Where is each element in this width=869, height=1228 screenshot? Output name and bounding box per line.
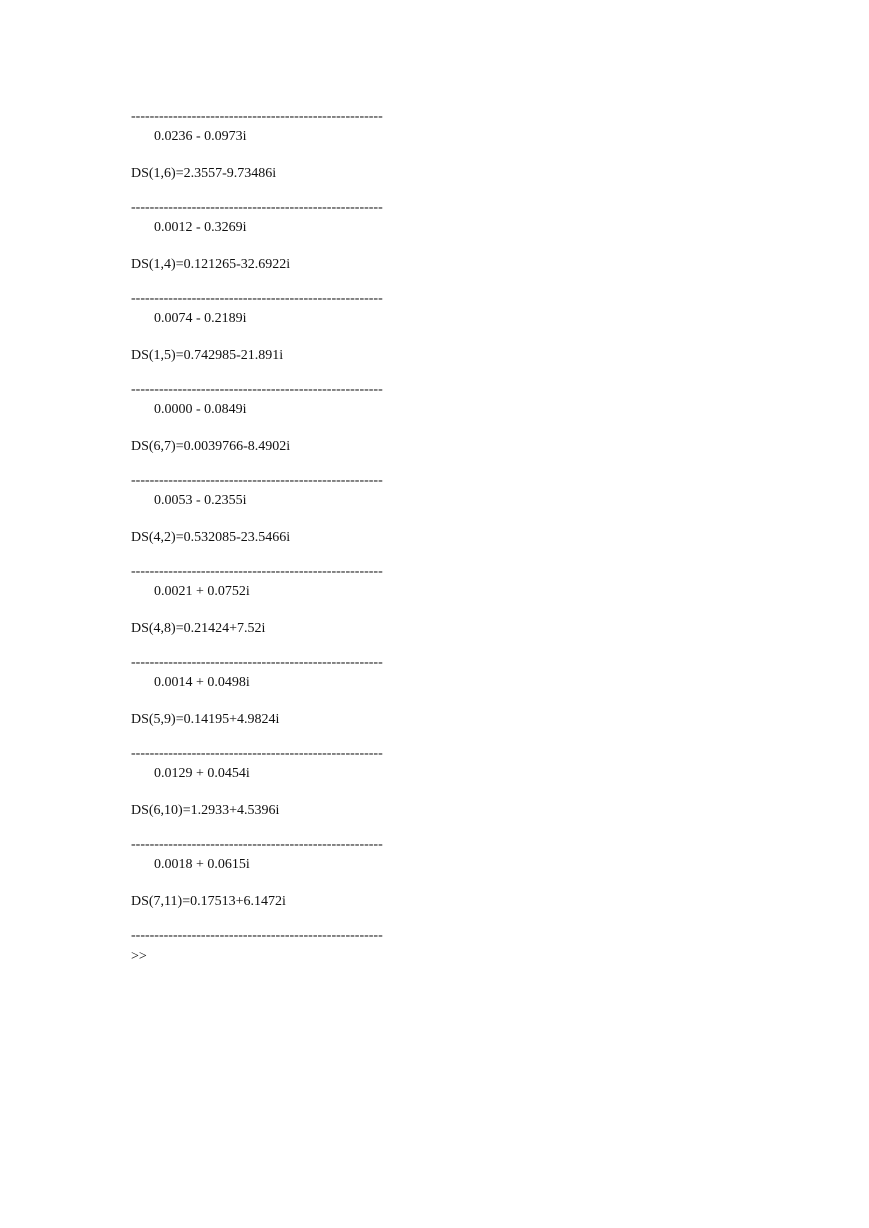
separator-line: ------------------------------------------------------ bbox=[131, 473, 383, 488]
separator-line: ------------------------------------------------------ bbox=[131, 746, 383, 761]
result-value: 0.0074 - 0.2189i bbox=[154, 311, 247, 326]
result-label: DS(6,10)=1.2933+4.5396i bbox=[131, 803, 280, 818]
result-value: 0.0021 + 0.0752i bbox=[154, 584, 250, 599]
result-block bbox=[131, 745, 431, 836]
result-label: DS(7,11)=0.17513+6.1472i bbox=[131, 894, 286, 909]
result-value: 0.0012 - 0.3269i bbox=[154, 220, 247, 235]
result-label: DS(1,4)=0.121265-32.6922i bbox=[131, 257, 291, 272]
result-block bbox=[131, 563, 431, 654]
result-label: DS(1,6)=2.3557-9.73486i bbox=[131, 166, 277, 181]
result-label: DS(6,7)=0.0039766-8.4902i bbox=[131, 439, 291, 454]
result-value: 0.0018 + 0.0615i bbox=[154, 857, 250, 872]
result-block bbox=[131, 199, 431, 290]
result-block bbox=[131, 472, 431, 563]
result-block bbox=[131, 381, 431, 472]
result-block bbox=[131, 108, 431, 199]
result-block bbox=[131, 290, 431, 381]
separator-line: ------------------------------------------------------ bbox=[131, 564, 383, 579]
result-label: DS(4,8)=0.21424+7.52i bbox=[131, 621, 266, 636]
result-value: 0.0053 - 0.2355i bbox=[154, 493, 247, 508]
result-value: 0.0236 - 0.0973i bbox=[154, 129, 247, 144]
separator-line: ------------------------------------------------------ bbox=[131, 928, 383, 943]
separator-line: ------------------------------------------------------ bbox=[131, 291, 383, 306]
separator-line: ------------------------------------------------------ bbox=[131, 382, 383, 397]
separator-line: ------------------------------------------------------ bbox=[131, 837, 383, 852]
result-block bbox=[131, 654, 431, 745]
result-value: 0.0129 + 0.0454i bbox=[154, 766, 250, 781]
separator-line: ------------------------------------------------------ bbox=[131, 655, 383, 670]
separator-line: ------------------------------------------------------ bbox=[131, 200, 383, 215]
separator-line: ------------------------------------------------------ bbox=[131, 109, 383, 124]
command-prompt[interactable]: >> bbox=[131, 949, 147, 964]
console-output bbox=[131, 108, 431, 967]
result-value: 0.0014 + 0.0498i bbox=[154, 675, 250, 690]
result-label: DS(4,2)=0.532085-23.5466i bbox=[131, 530, 291, 545]
result-block bbox=[131, 836, 431, 927]
result-label: DS(5,9)=0.14195+4.9824i bbox=[131, 712, 280, 727]
result-value: 0.0000 - 0.0849i bbox=[154, 402, 247, 417]
result-label: DS(1,5)=0.742985-21.891i bbox=[131, 348, 284, 363]
